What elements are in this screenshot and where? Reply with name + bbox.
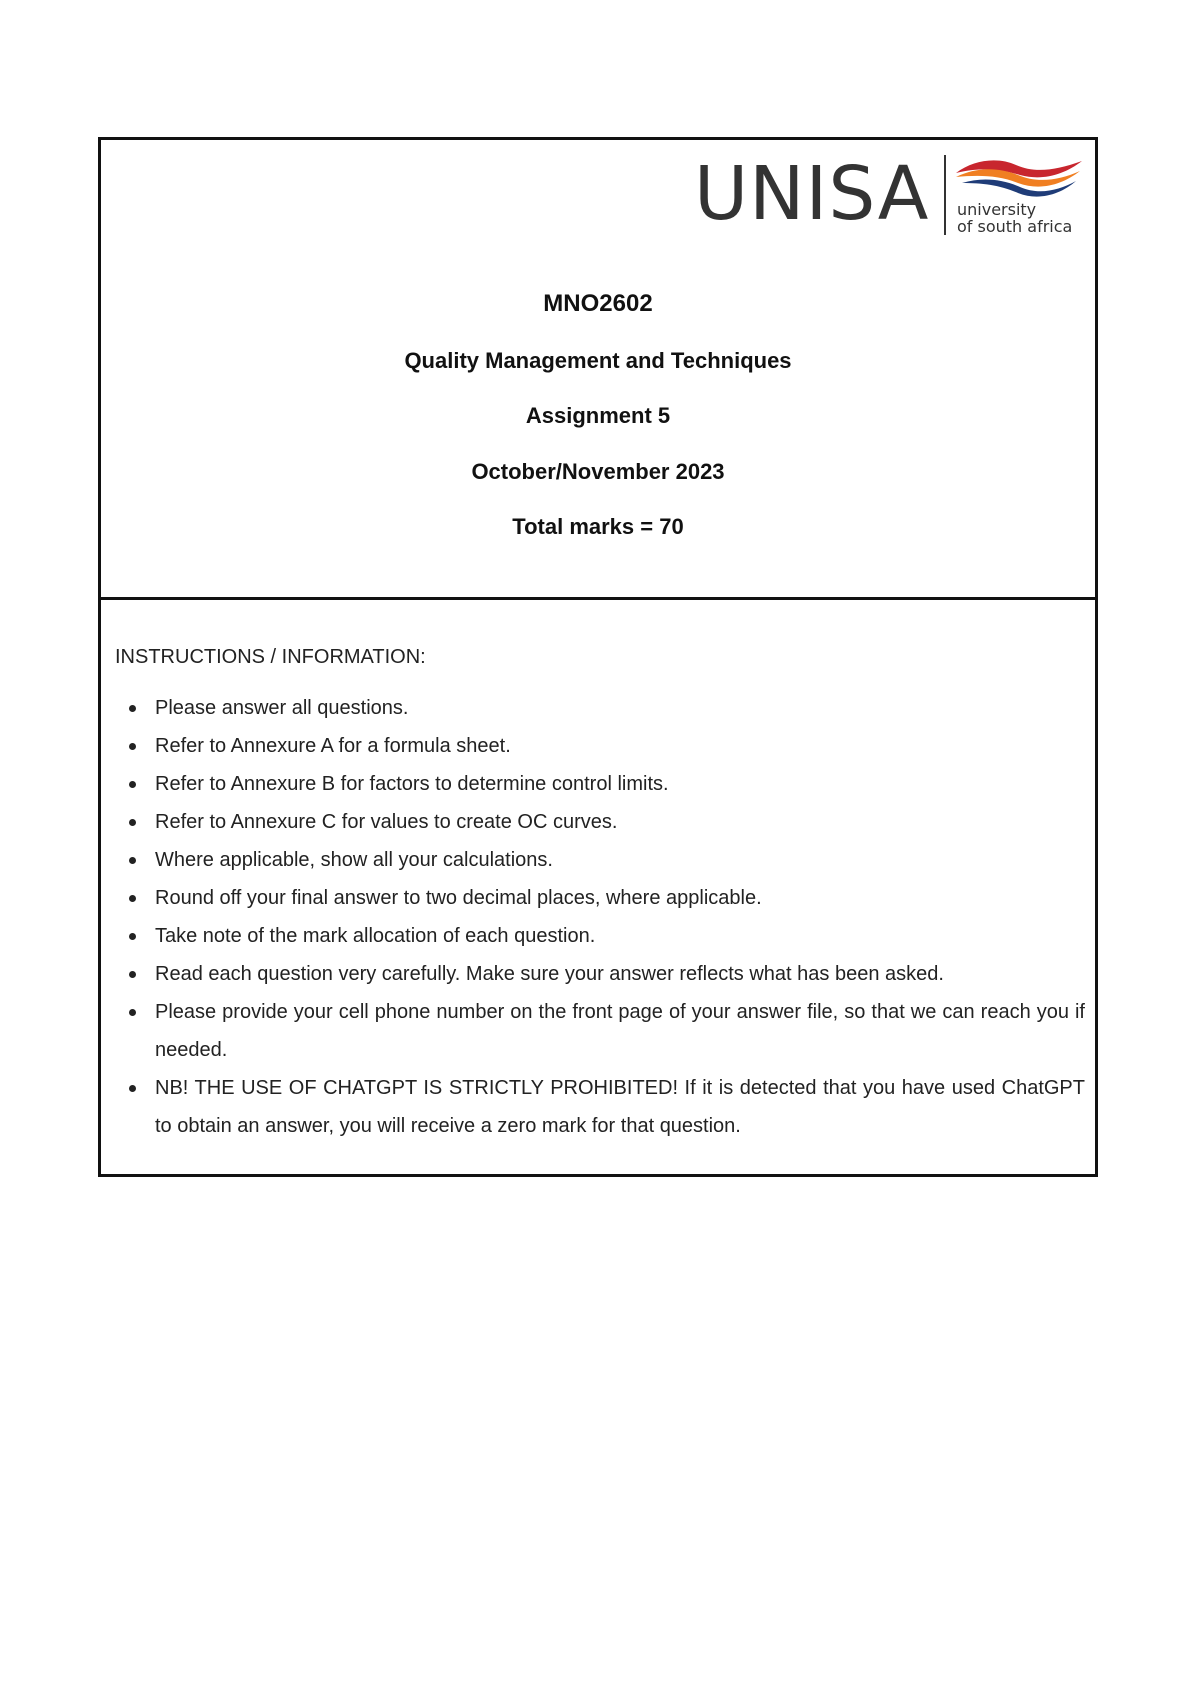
list-item-text: Please provide your cell phone number on the front page of your answer file, so that we can reach you if needed.	[155, 1001, 1085, 1061]
course-name: Quality Management and Techniques	[404, 348, 792, 373]
list-item	[155, 841, 1085, 879]
list-item	[155, 993, 1085, 1069]
list-item-text: Take note of the mark allocation of each question.	[155, 925, 596, 947]
list-item-text: Where applicable, show all your calculations.	[155, 849, 553, 871]
logo-tagline-line1: university	[957, 200, 1037, 219]
logo-divider	[944, 155, 946, 235]
bullet-icon	[129, 781, 136, 788]
logo-tagline	[957, 201, 1072, 235]
assignment-title: Assignment 5	[525, 403, 671, 428]
list-item	[155, 955, 1085, 993]
logo-wordmark: UNISA	[694, 151, 930, 237]
list-item	[155, 727, 1085, 765]
list-item	[155, 1069, 1085, 1145]
list-item-text: Round off your final answer to two decimal places, where applicable.	[155, 887, 762, 909]
list-item	[155, 917, 1085, 955]
header-box	[101, 140, 1095, 600]
bullet-icon	[129, 933, 136, 940]
bullet-icon	[129, 971, 136, 978]
bullet-icon	[129, 743, 136, 750]
bullet-icon	[129, 819, 136, 826]
list-item	[155, 803, 1085, 841]
course-code: MNO2602	[543, 290, 653, 317]
logo-swoosh-icon	[954, 153, 1084, 201]
list-item	[155, 879, 1085, 917]
bullet-icon	[129, 1009, 136, 1016]
bullet-icon	[129, 1085, 136, 1092]
list-item-text: Refer to Annexure C for values to create OC curves.	[155, 811, 618, 833]
bullet-icon	[129, 895, 136, 902]
list-item-text: Read each question very carefully. Make sure your answer reflects what has been asked.	[155, 963, 944, 985]
bullet-icon	[129, 857, 136, 864]
list-item-text: Please answer all questions.	[155, 697, 409, 719]
instructions-heading: INSTRUCTIONS / INFORMATION:	[115, 646, 426, 668]
cover-frame	[98, 137, 1098, 1177]
list-item-text: Refer to Annexure B for factors to determine control limits.	[155, 773, 669, 795]
total-marks: Total marks = 70	[512, 514, 684, 539]
list-item-text: Refer to Annexure A for a formula sheet.	[155, 735, 511, 757]
list-item	[155, 765, 1085, 803]
list-item-text: NB! THE USE OF CHATGPT IS STRICTLY PROHIBITED! If it is detected that you have used ChatGPT to obtain an answer, you will receive a zero mark for that question.	[155, 1077, 1085, 1137]
unisa-logo	[694, 153, 1084, 243]
logo-tagline-line2: of south africa	[957, 217, 1073, 236]
bullet-icon	[129, 705, 136, 712]
list-item	[155, 689, 1085, 727]
instructions-section	[115, 645, 1085, 1145]
exam-period: October/November 2023	[471, 459, 725, 484]
instructions-list	[115, 689, 1085, 1145]
